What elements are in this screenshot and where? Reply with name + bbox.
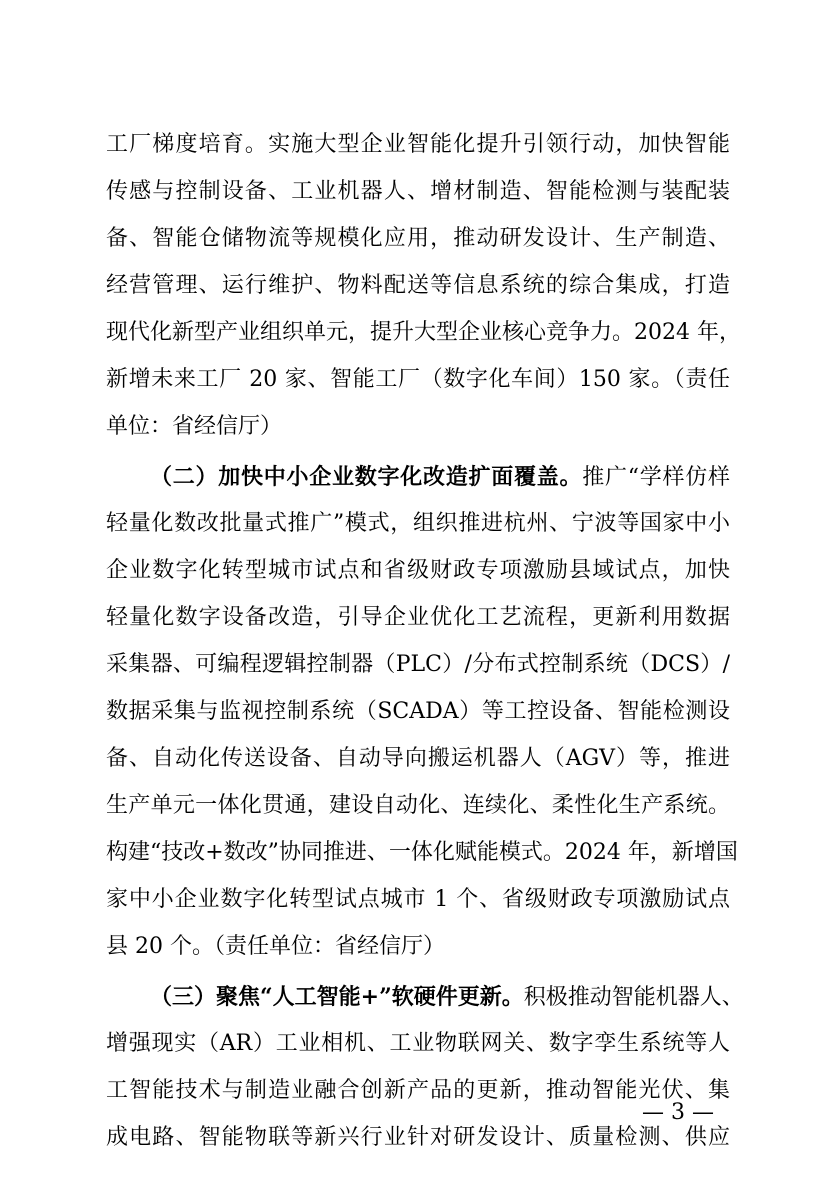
section-heading: （三）聚焦“人工智能+”软硬件更新。 xyxy=(150,984,524,1010)
text-line: 轻量化数字设备改造，引导企业优化工艺流程，更新利用数据 xyxy=(106,605,730,630)
paragraph-first-line xyxy=(106,460,730,507)
paragraph-first-line xyxy=(106,980,744,1027)
text-line: 生产单元一体化贯通，建设自动化、连续化、柔性化生产系统。 xyxy=(106,793,730,818)
text-run: 积极推动智能机器人、 xyxy=(523,985,744,1010)
text-line: 传感与控制设备、工业机器人、增材制造、智能检测与装配装 xyxy=(106,179,730,204)
text-line: 工智能技术与制造业融合创新产品的更新，推动智能光伏、集 xyxy=(106,1078,730,1103)
text-line: 采集器、可编程逻辑控制器（PLC）/分布式控制系统（DCS）/ xyxy=(106,652,730,677)
text-line: 数据采集与监视控制系统（SCADA）等工控设备、智能检测设 xyxy=(106,699,730,724)
text-line: 轻量化数改批量式推广”模式，组织推进杭州、宁波等国家中小 xyxy=(106,511,730,536)
text-line: 成电路、智能物联等新兴行业针对研发设计、质量检测、供应 xyxy=(106,1125,730,1150)
page-body xyxy=(106,128,744,1168)
paragraph-3 xyxy=(106,980,744,1168)
paragraph-1 xyxy=(106,128,741,457)
text-line: 县 20 个。（责任单位：省经信厅） xyxy=(106,934,445,959)
paragraph-2 xyxy=(106,460,738,977)
text-line: 工厂梯度培育。实施大型企业智能化提升引领行动，加快智能 xyxy=(106,132,730,157)
page-number: — 3 — xyxy=(642,1100,714,1125)
text-line: 构建“技改+数改”协同推进、一体化赋能模式。2024 年，新增国 xyxy=(106,840,738,865)
text-line: 备、自动化传送设备、自动导向搬运机器人（AGV）等，推进 xyxy=(106,746,730,771)
text-line: 现代化新型产业组织单元，提升大型企业核心竞争力。2024 年， xyxy=(106,320,741,345)
section-heading: （二）加快中小企业数字化改造扩面覆盖。 xyxy=(150,464,583,490)
text-line: 单位：省经信厅） xyxy=(106,414,283,439)
text-line: 家中小企业数字化转型试点城市 1 个、省级财政专项激励试点 xyxy=(106,887,730,912)
text-line: 增强现实（AR）工业相机、工业物联网关、数字孪生系统等人 xyxy=(106,1031,730,1056)
text-line: 备、智能仓储物流等规模化应用，推动研发设计、生产制造、 xyxy=(106,226,730,251)
text-line: 经营管理、运行维护、物料配送等信息系统的综合集成，打造 xyxy=(106,273,730,298)
text-run: 推广“学样仿样 xyxy=(582,465,730,490)
text-line: 企业数字化转型城市试点和省级财政专项激励县域试点，加快 xyxy=(106,558,730,583)
text-line: 新增未来工厂 20 家、智能工厂（数字化车间）150 家。（责任 xyxy=(106,367,730,392)
